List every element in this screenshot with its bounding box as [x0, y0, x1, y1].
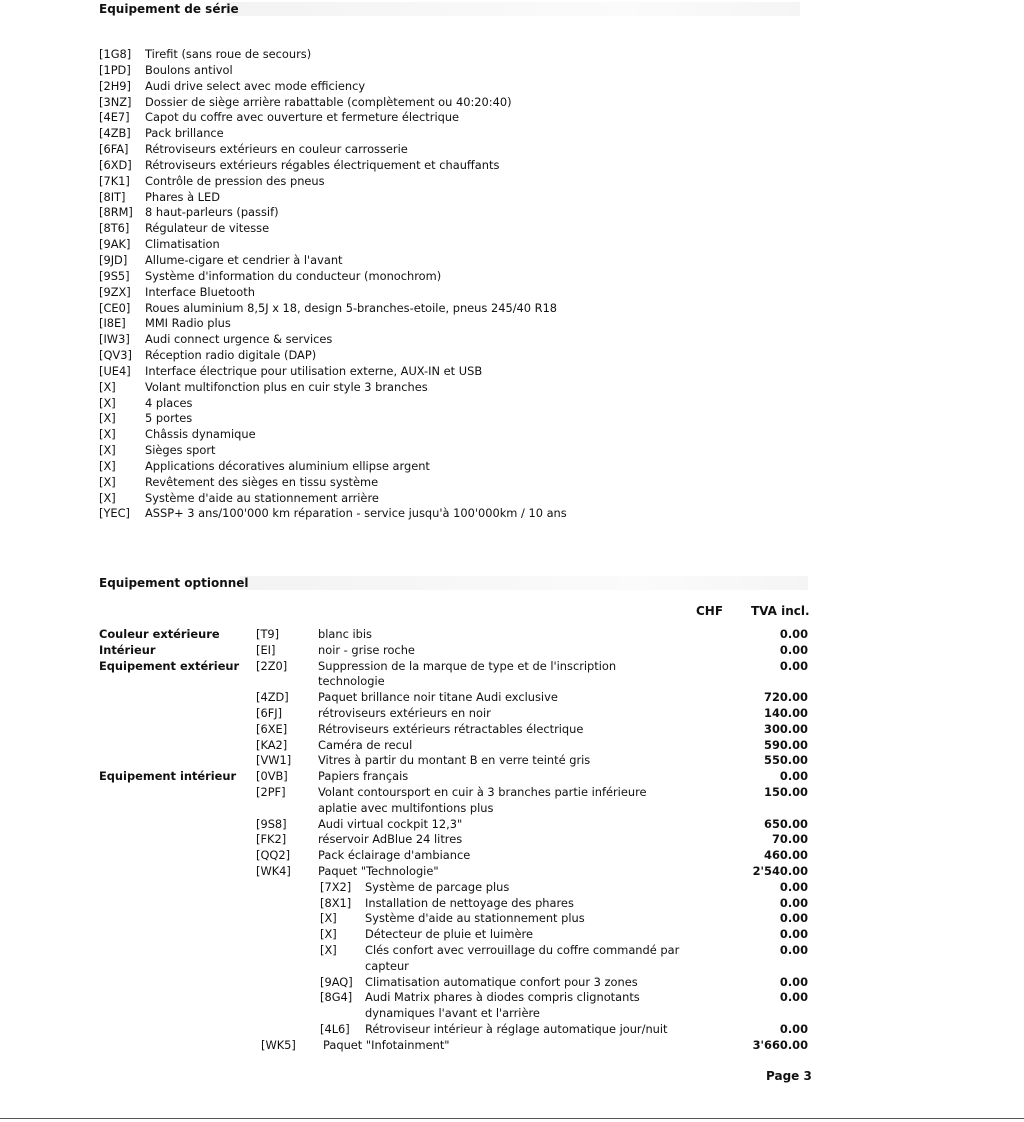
list-item: [99, 142, 799, 158]
option-code: [X]: [99, 458, 116, 473]
option-code: [4E7]: [99, 110, 130, 125]
list-item: [99, 221, 799, 237]
option-price: 0.00: [779, 927, 808, 942]
option-code: [IW3]: [99, 332, 130, 347]
option-code: [WK5]: [261, 1037, 296, 1052]
option-code: [QQ2]: [256, 848, 291, 863]
option-code: [I8E]: [99, 316, 126, 331]
option-description: Pack brillance: [145, 126, 224, 141]
option-price: 0.00: [779, 911, 808, 926]
list-item: [99, 411, 799, 427]
table-row: [99, 706, 814, 722]
option-price: 550.00: [764, 753, 808, 768]
option-price: 300.00: [764, 721, 808, 736]
section-shading: [226, 2, 800, 16]
list-item: [99, 443, 799, 459]
option-price: 0.00: [779, 642, 808, 657]
option-code: [EI]: [256, 642, 276, 657]
list-item: [99, 475, 799, 491]
option-code: [8T6]: [99, 221, 130, 236]
option-code: [4ZD]: [256, 690, 289, 705]
option-code: [4L6]: [320, 1021, 350, 1036]
option-code: [X]: [320, 911, 337, 926]
option-price: 0.00: [779, 658, 808, 673]
option-price: 720.00: [764, 690, 808, 705]
option-code: [X]: [99, 427, 116, 442]
option-code: [8RM]: [99, 205, 133, 220]
option-description: Tirefit (sans roue de secours): [145, 47, 312, 61]
option-description: Rétroviseur intérieur à réglage automatique jour/nuit: [365, 1021, 668, 1036]
table-row: [99, 785, 814, 817]
option-price: 590.00: [764, 737, 808, 752]
list-item: [99, 396, 799, 412]
option-description: Interface électrique pour utilisation externe, AUX-IN et USB: [145, 363, 483, 378]
option-price: 650.00: [764, 816, 808, 831]
option-price: 460.00: [764, 848, 808, 863]
list-item: [99, 158, 799, 174]
table-row: [99, 1038, 814, 1054]
option-description: Paquet "Technologie": [318, 863, 439, 878]
option-description: Châssis dynamique: [145, 427, 256, 442]
option-description: Climatisation: [145, 237, 220, 252]
list-item: [99, 47, 799, 63]
table-row: [99, 738, 814, 754]
option-description: Régulateur de vitesse: [145, 221, 270, 236]
option-description: Volant contoursport en cuir à 3 branches partie inférieure aplatie avec multifontions plus: [318, 784, 647, 815]
table-row: [99, 722, 814, 738]
option-code: [X]: [99, 395, 116, 410]
option-description: Phares à LED: [145, 189, 220, 204]
option-description: Pack éclairage d'ambiance: [318, 848, 471, 863]
option-description: Rétroviseurs extérieurs rétractables électrique: [318, 721, 584, 736]
option-description: Rétroviseurs extérieurs régables électriquement et chauffants: [145, 157, 500, 172]
option-code: [6FA]: [99, 142, 129, 157]
list-item: [99, 491, 799, 507]
option-code: [FK2]: [256, 832, 287, 847]
option-description: Audi drive select avec mode efficiency: [145, 78, 366, 93]
list-item: [99, 332, 799, 348]
list-item: [99, 427, 799, 443]
option-description: ASSP+ 3 ans/100'000 km réparation - service jusqu'à 100'000km / 10 ans: [145, 506, 567, 521]
option-description: Système d'aide au stationnement plus: [365, 911, 585, 926]
option-code: [WK4]: [256, 863, 291, 878]
list-item: [99, 205, 799, 221]
option-code: [X]: [320, 927, 337, 942]
option-code: [9AQ]: [320, 974, 353, 989]
option-code: [CE0]: [99, 300, 131, 315]
section-shading: [240, 576, 808, 590]
option-price: 0.00: [779, 942, 808, 957]
package-item-row: [99, 1022, 814, 1038]
option-price: 0.00: [779, 879, 808, 894]
category-label: Equipement intérieur: [99, 769, 237, 784]
bottom-rule: [0, 1118, 1024, 1119]
option-description: blanc ibis: [318, 627, 372, 641]
option-code: [3NZ]: [99, 94, 132, 109]
table-row: [99, 832, 814, 848]
table-row: [99, 817, 814, 833]
standard-equipment-title: Equipement de série: [99, 2, 239, 16]
option-code: [X]: [99, 379, 116, 394]
option-price: 0.00: [779, 769, 808, 784]
option-description: Rétroviseurs extérieurs en couleur carrosserie: [145, 142, 408, 157]
option-description: Installation de nettoyage des phares: [365, 895, 574, 910]
option-code: [8IT]: [99, 189, 126, 204]
table-row: [99, 659, 814, 691]
option-price: 0.00: [779, 895, 808, 910]
option-description: Caméra de recul: [318, 737, 413, 752]
option-description: 4 places: [145, 395, 193, 410]
option-description: Audi Matrix phares à diodes compris clignotants dynamiques l'avant et l'arrière: [365, 990, 640, 1021]
package-item-row: [99, 990, 814, 1022]
optional-equipment-table: [99, 627, 814, 1054]
table-row: [99, 753, 814, 769]
list-item: [99, 301, 799, 317]
option-code: [1G8]: [99, 47, 132, 61]
list-item: [99, 316, 799, 332]
option-description: Roues aluminium 8,5J x 18, design 5-branches-etoile, pneus 245/40 R18: [145, 300, 558, 315]
option-price: 0.00: [779, 990, 808, 1005]
option-description: Clés confort avec verrouillage du coffre commandé par capteur: [365, 942, 680, 973]
list-item: [99, 110, 799, 126]
list-item: [99, 506, 799, 522]
option-description: réservoir AdBlue 24 litres: [318, 832, 463, 847]
option-description: Boulons antivol: [145, 62, 233, 77]
package-item-row: [99, 975, 814, 991]
list-item: [99, 380, 799, 396]
option-code: [9S8]: [256, 816, 287, 831]
option-code: [0VB]: [256, 769, 288, 784]
option-price: 0.00: [779, 627, 808, 641]
option-code: [2H9]: [99, 78, 131, 93]
option-price: 150.00: [764, 784, 808, 799]
list-item: [99, 237, 799, 253]
option-code: [9ZX]: [99, 284, 131, 299]
option-price: 2'540.00: [752, 863, 808, 878]
standard-equipment-list: [99, 47, 799, 522]
option-description: Système d'information du conducteur (monochrom): [145, 268, 442, 283]
option-description: Audi connect urgence & services: [145, 332, 333, 347]
list-item: [99, 126, 799, 142]
option-code: [2PF]: [256, 784, 286, 799]
list-item: [99, 174, 799, 190]
table-row: [99, 769, 814, 785]
option-description: 8 haut-parleurs (passif): [145, 205, 279, 220]
table-row: [99, 864, 814, 880]
option-code: [KA2]: [256, 737, 288, 752]
option-description: Dossier de siège arrière rabattable (complètement ou 40:20:40): [145, 94, 512, 109]
option-code: [4ZB]: [99, 126, 131, 141]
option-price: 0.00: [779, 974, 808, 989]
option-price: 70.00: [771, 832, 808, 847]
option-code: [6FJ]: [256, 705, 283, 720]
page-number: Page 3: [766, 1069, 812, 1083]
option-code: [9JD]: [99, 252, 128, 267]
option-description: 5 portes: [145, 411, 193, 426]
option-code: [X]: [320, 942, 337, 957]
option-description: noir - grise roche: [318, 642, 415, 657]
option-code: [8G4]: [320, 990, 353, 1005]
package-item-row: [99, 927, 814, 943]
option-code: [7X2]: [320, 879, 352, 894]
option-description: Applications décoratives aluminium ellipse argent: [145, 458, 430, 473]
optional-equipment-title: Equipement optionnel: [99, 576, 249, 590]
option-code: [6XD]: [99, 157, 132, 172]
option-code: [2Z0]: [256, 658, 288, 673]
option-code: [9AK]: [99, 237, 131, 252]
option-description: Audi virtual cockpit 12,3": [318, 816, 463, 831]
option-description: Revêtement des sièges en tissu système: [145, 474, 379, 489]
list-item: [99, 269, 799, 285]
option-price: 0.00: [779, 1021, 808, 1036]
option-code: [UE4]: [99, 363, 131, 378]
option-code: [7K1]: [99, 173, 130, 188]
option-description: Allume-cigare et cendrier à l'avant: [145, 252, 343, 267]
table-row: [99, 627, 814, 643]
option-description: Système d'aide au stationnement arrière: [145, 490, 379, 505]
option-description: Volant multifonction plus en cuir style 3 branches: [145, 379, 428, 394]
category-label: Couleur extérieure: [99, 627, 220, 641]
option-description: Paquet "Infotainment": [323, 1037, 450, 1052]
option-code: [X]: [99, 490, 116, 505]
list-item: [99, 63, 799, 79]
option-code: [8X1]: [320, 895, 352, 910]
option-description: rétroviseurs extérieurs en noir: [318, 705, 491, 720]
category-label: Equipement extérieur: [99, 658, 240, 673]
list-item: [99, 364, 799, 380]
option-description: Sièges sport: [145, 443, 216, 458]
option-price: 140.00: [764, 705, 808, 720]
option-code: [X]: [99, 474, 116, 489]
option-description: Capot du coffre avec ouverture et fermeture électrique: [145, 110, 460, 125]
option-description: Détecteur de pluie et luimère: [365, 927, 533, 942]
option-code: [9S5]: [99, 268, 130, 283]
option-price: 3'660.00: [752, 1037, 808, 1052]
table-row: [99, 643, 814, 659]
list-item: [99, 95, 799, 111]
option-code: [VW1]: [256, 753, 292, 768]
tax-header: TVA incl.: [751, 604, 810, 618]
package-item-row: [99, 896, 814, 912]
category-label: Intérieur: [99, 642, 156, 657]
list-item: [99, 190, 799, 206]
option-description: Réception radio digitale (DAP): [145, 348, 317, 363]
list-item: [99, 285, 799, 301]
option-code: [YEC]: [99, 506, 130, 521]
table-row: [99, 690, 814, 706]
list-item: [99, 253, 799, 269]
option-description: Suppression de la marque de type et de l'inscription technologie: [318, 658, 617, 689]
list-item: [99, 459, 799, 475]
option-description: Contrôle de pression des pneus: [145, 173, 325, 188]
currency-header: CHF: [696, 604, 724, 618]
option-description: Vitres à partir du montant B en verre teinté gris: [318, 753, 591, 768]
option-description: Paquet brillance noir titane Audi exclusive: [318, 690, 558, 705]
option-description: Papiers français: [318, 769, 409, 784]
option-description: MMI Radio plus: [145, 316, 231, 331]
list-item: [99, 348, 799, 364]
table-row: [99, 848, 814, 864]
option-code: [QV3]: [99, 348, 132, 363]
option-code: [T9]: [256, 627, 280, 641]
option-code: [X]: [99, 443, 116, 458]
package-item-row: [99, 911, 814, 927]
option-description: Système de parcage plus: [365, 879, 510, 894]
option-description: Climatisation automatique confort pour 3 zones: [365, 974, 638, 989]
list-item: [99, 79, 799, 95]
option-code: [6XE]: [256, 721, 288, 736]
option-description: Interface Bluetooth: [145, 284, 255, 299]
package-item-row: [99, 880, 814, 896]
option-code: [1PD]: [99, 62, 131, 77]
package-item-row: [99, 943, 814, 975]
option-code: [X]: [99, 411, 116, 426]
